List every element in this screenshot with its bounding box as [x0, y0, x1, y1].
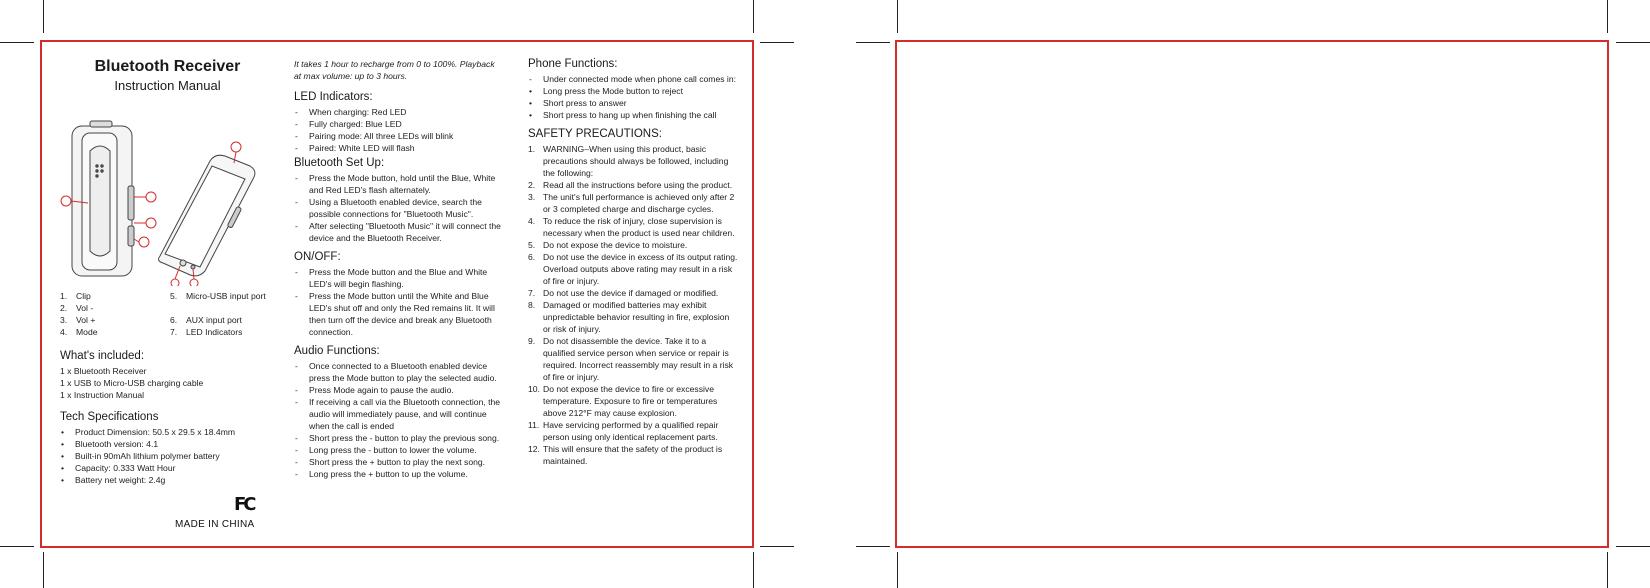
column-2	[294, 58, 504, 480]
tech-item: • Built-in 90mAh lithium polymer battery	[60, 450, 275, 462]
audio-item: - Once connected to a Bluetooth enabled device press the Mode button to play the selected audio.	[294, 360, 504, 384]
tech-list	[60, 426, 275, 486]
setup-item: - Using a Bluetooth enabled device, search the possible connections for "Bluetooth Music".	[294, 196, 504, 220]
tech-item: • Capacity: 0.333 Watt Hour	[60, 462, 275, 474]
callout-3	[146, 218, 156, 228]
phone-item: • Short press to answer	[528, 97, 738, 109]
phone-item: • Long press the Mode button to reject	[528, 85, 738, 97]
safety-heading: SAFETY PRECAUTIONS:	[528, 128, 662, 140]
safety-item: 7. Do not use the device if damaged or modified.	[528, 288, 719, 298]
included-item: 1 x Instruction Manual	[60, 390, 145, 400]
led-item: - When charging: Red LED	[294, 106, 504, 118]
audio-item: - Press Mode again to pause the audio.	[294, 384, 504, 396]
page-subtitle: Instruction Manual	[114, 78, 221, 93]
onoff-list	[294, 266, 504, 338]
column-3	[528, 58, 738, 467]
included-item: 1 x Bluetooth Receiver	[60, 366, 147, 376]
audio-item: - If receiving a call via the Bluetooth connection, the audio will immediately pause, and will continue when the call is ended	[294, 396, 504, 432]
audio-heading: Audio Functions:	[294, 345, 380, 357]
recharge-note: It takes 1 hour to recharge from 0 to 100%. Playback at max volume: up to 3 hours.	[294, 59, 495, 81]
safety-item: 4. To reduce the risk of injury, close supervision is necessary when the product is used near children.	[528, 216, 735, 238]
setup-heading: Bluetooth Set Up:	[294, 157, 385, 169]
manual-panel-front	[40, 40, 754, 548]
device-angled-view	[159, 155, 255, 276]
safety-item: 5. Do not expose the device to moisture.	[528, 240, 688, 250]
callout-2	[146, 192, 156, 202]
led-item: - Paired: White LED will flash	[294, 142, 504, 154]
setup-list	[294, 172, 504, 244]
callout-5	[171, 279, 179, 286]
tech-item: • Battery net weight: 2.4g	[60, 474, 275, 486]
page-title: Bluetooth Receiver	[94, 58, 241, 75]
phone-list	[528, 85, 738, 121]
callout-4	[139, 237, 149, 247]
manual-panel-back	[895, 40, 1609, 548]
safety-item: 11. Have servicing performed by a qualified repair person using only identical replacement parts.	[528, 420, 719, 442]
included-heading: What's included:	[60, 350, 145, 362]
safety-item: 10. Do not expose the device to fire or excessive temperature. Exposure to fire or temperatures above 212°F may cause explosion.	[528, 384, 718, 418]
led-item: - Fully charged: Blue LED	[294, 118, 504, 130]
parts-list: 1. Clip 2. Vol - 3. Vol + 4. Mode 5. Micro-USB input port 6. AUX input port 7. LED Indicators	[60, 291, 266, 337]
safety-item: 9. Do not disassemble the device. Take it to a qualified service person when service or repair is required. Incorrect reassembly may result in a risk of fire or injury.	[528, 336, 734, 382]
fcc-logo: FC	[234, 494, 254, 515]
safety-item: 6. Do not use the device in excess of its output rating. Overload outputs above rating may result in a risk of fire or injury.	[528, 252, 738, 286]
led-heading: LED Indicators:	[294, 91, 373, 103]
made-in-label: MADE IN CHINA	[175, 519, 255, 530]
audio-item: - Short press the + button to play the next song.	[294, 456, 504, 468]
callout-6	[190, 279, 198, 286]
safety-list	[528, 143, 738, 467]
safety-item: 2. Read all the instructions before using the product.	[528, 180, 733, 190]
onoff-item: - Press the Mode button until the White and Blue LED's shut off and only the Red remains lit. It will then turn off the device and break any Bluetooth connection.	[294, 290, 504, 338]
callout-7	[231, 142, 241, 152]
audio-list	[294, 360, 504, 480]
safety-item: 8. Damaged or modified batteries may exhibit unpredictable behavior resulting in fire, explosion or risk of injury.	[528, 300, 730, 334]
included-item: 1 x USB to Micro-USB charging cable	[60, 378, 204, 388]
setup-item: - After selecting "Bluetooth Music" it will connect the device and the Bluetooth Receiver.	[294, 220, 504, 244]
device-front-view	[72, 121, 134, 276]
tech-item: • Bluetooth version: 4.1	[60, 438, 275, 450]
phone-intro: - Under connected mode when phone call comes in:	[528, 73, 738, 85]
tech-item: • Product Dimension: 50.5 x 29.5 x 18.4mm	[60, 426, 275, 438]
device-illustration	[60, 111, 275, 286]
onoff-item: - Press the Mode button and the Blue and White LED's will begin flashing.	[294, 266, 504, 290]
setup-item: - Press the Mode button, hold until the Blue, White and Red LED's flash alternately.	[294, 172, 504, 196]
callout-1	[61, 196, 71, 206]
phone-item: • Short press to hang up when finishing the call	[528, 109, 738, 121]
phone-heading: Phone Functions:	[528, 58, 618, 70]
phone-intro-list	[528, 73, 738, 85]
led-item: - Pairing mode: All three LEDs will blink	[294, 130, 504, 142]
audio-item: - Long press the + button to up the volume.	[294, 468, 504, 480]
onoff-heading: ON/OFF:	[294, 251, 341, 263]
audio-item: - Long press the - button to lower the volume.	[294, 444, 504, 456]
safety-item: 3. The unit's full performance is achieved only after 2 or 3 completed charge and discharge cycles.	[528, 192, 735, 214]
led-list	[294, 106, 504, 154]
column-1	[60, 58, 275, 486]
safety-item: 12. This will ensure that the safety of the product is maintained.	[528, 444, 723, 466]
tech-heading: Tech Specifications	[60, 411, 159, 423]
safety-item: 1. WARNING–When using this product, basic precautions should always be followed, including the following:	[528, 144, 729, 178]
audio-item: - Short press the - button to play the previous song.	[294, 432, 504, 444]
